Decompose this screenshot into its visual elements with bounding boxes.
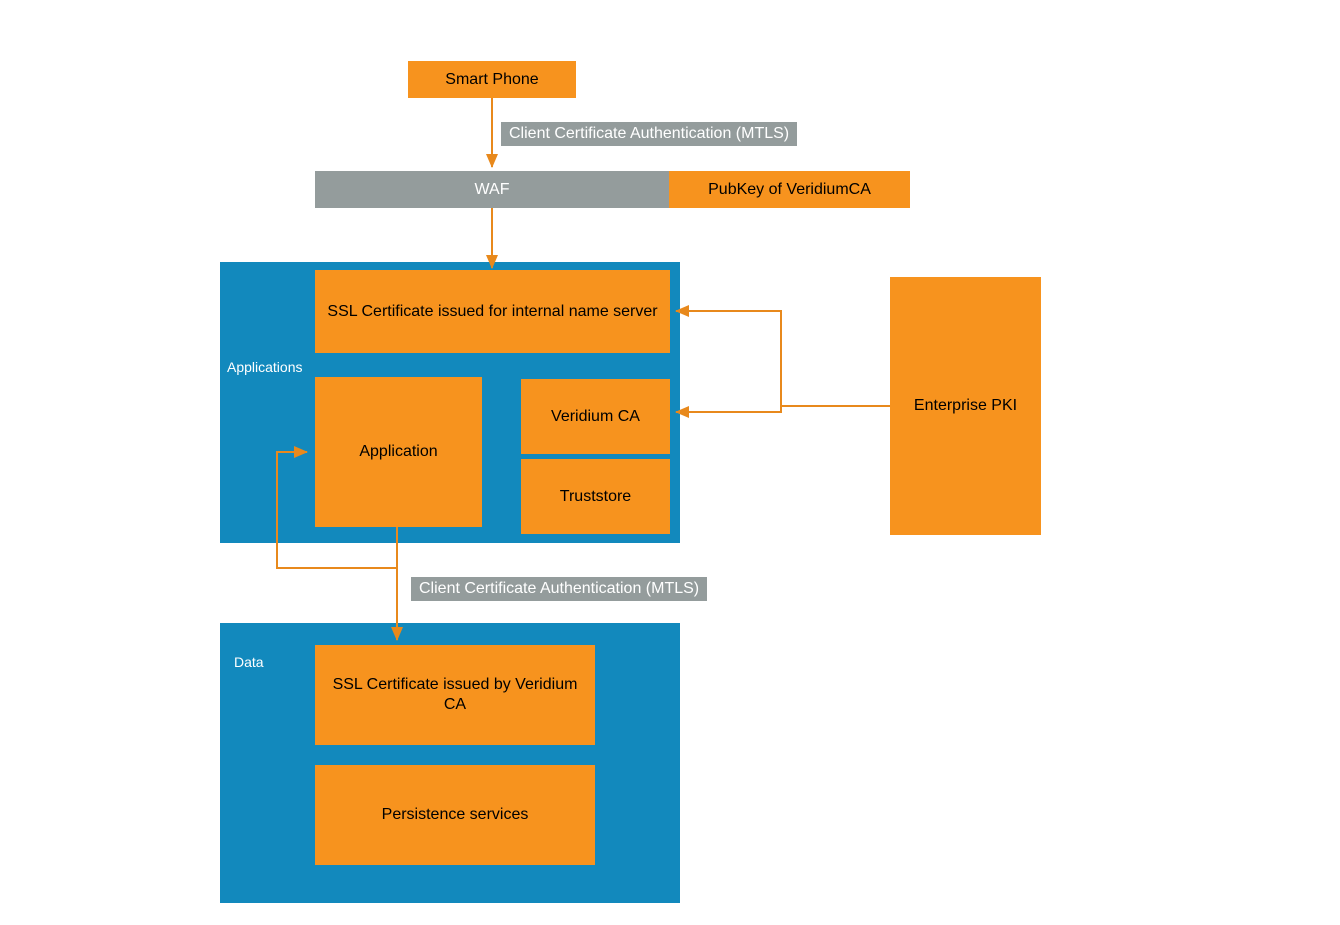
node-application[interactable]: Application [315, 377, 482, 527]
edge-pki-to-veridium-ca [676, 406, 890, 412]
group-applications-label: Applications [227, 359, 303, 375]
node-enterprise-pki[interactable]: Enterprise PKI [890, 277, 1041, 535]
node-ssl-cert-internal[interactable]: SSL Certificate issued for internal name server [315, 270, 670, 353]
edge-label-mtls-bottom: Client Certificate Authentication (MTLS) [411, 577, 707, 601]
node-truststore[interactable]: Truststore [521, 459, 670, 534]
node-ssl-cert-by-veridium[interactable]: SSL Certificate issued by Veridium CA [315, 645, 595, 745]
edge-label-mtls-top: Client Certificate Authentication (MTLS) [501, 122, 797, 146]
node-persistence-services[interactable]: Persistence services [315, 765, 595, 865]
group-data-label: Data [234, 654, 264, 670]
node-pubkey-veridium-ca[interactable]: PubKey of VeridiumCA [669, 171, 910, 208]
node-smart-phone[interactable]: Smart Phone [408, 61, 576, 98]
edge-pki-to-ssl [676, 311, 890, 406]
node-waf[interactable]: WAF [315, 171, 669, 208]
node-veridium-ca[interactable]: Veridium CA [521, 379, 670, 454]
